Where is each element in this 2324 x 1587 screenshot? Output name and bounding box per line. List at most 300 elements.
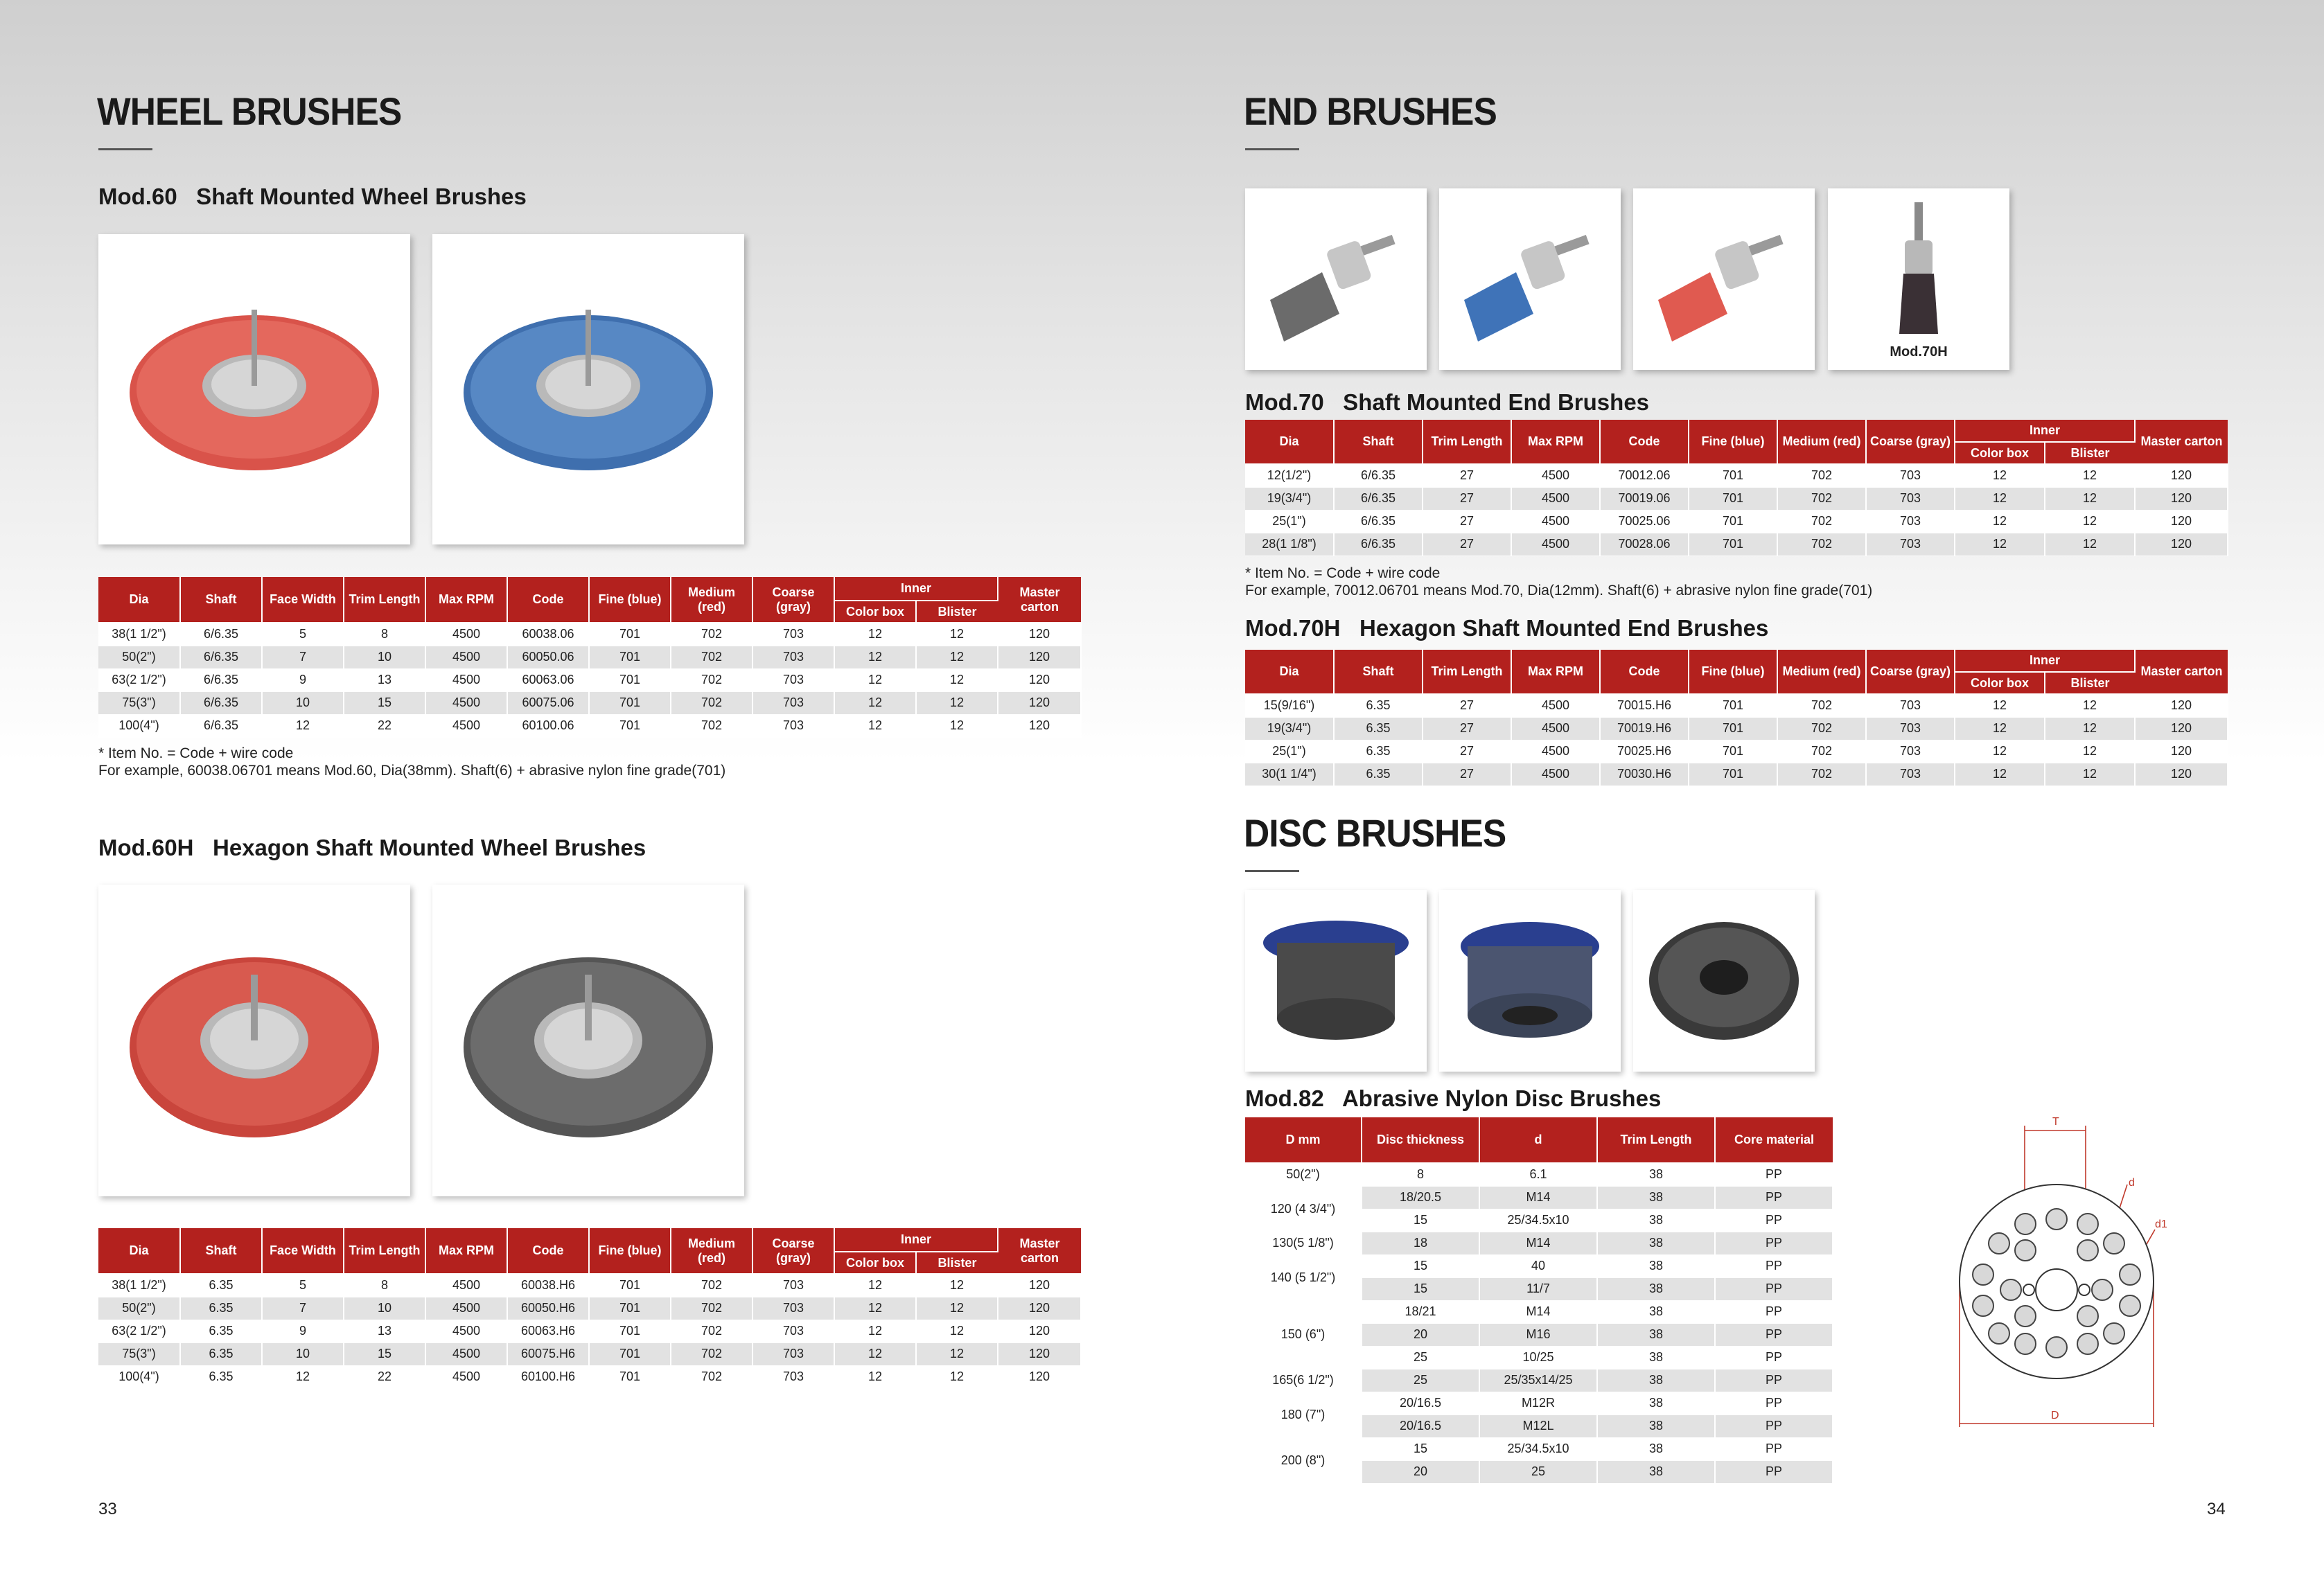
table-cell: 38(1 1/2"): [98, 1274, 180, 1297]
mod60-title: Mod.60 Shaft Mounted Wheel Brushes: [98, 184, 527, 209]
gray-hex-wheel-brush-photo: [432, 885, 744, 1196]
table-cell: M12L: [1479, 1415, 1597, 1437]
table-cell: 4500: [1511, 533, 1600, 556]
table-row: [98, 668, 1081, 691]
table-cell: 25(1"): [1245, 510, 1334, 533]
table-cell: 13: [344, 668, 425, 691]
page-number-left: 33: [98, 1500, 117, 1518]
table-cell: 120: [2135, 464, 2228, 487]
table-cell: 27: [1423, 487, 1511, 510]
table-cell: 702: [671, 691, 752, 714]
table-cell: 120: [998, 714, 1081, 737]
table-row: [1245, 487, 2228, 510]
table-cell-d-mm: 140 (5 1/2"): [1245, 1254, 1362, 1300]
table-cell: 7: [262, 1297, 344, 1320]
mod60h-table-body: [98, 1274, 1081, 1388]
table-cell: 12: [834, 623, 916, 646]
table-cell: 12: [916, 1297, 998, 1320]
table-cell: 703: [752, 1365, 834, 1388]
table-cell: 702: [1777, 487, 1866, 510]
table-cell: 38: [1597, 1186, 1715, 1209]
table-cell: 75(3"): [98, 691, 180, 714]
table-cell: 10: [344, 1297, 425, 1320]
disc-brush-photo-1: [1245, 890, 1427, 1072]
table-cell: 120: [998, 646, 1081, 668]
table-cell: 120: [998, 623, 1081, 646]
col-color-box: Color box: [834, 1252, 916, 1274]
table-cell: 120: [2135, 487, 2228, 510]
table-cell: M12R: [1479, 1392, 1597, 1415]
col-coarse: Coarse (gray): [752, 1228, 834, 1274]
table-cell: 12: [916, 1365, 998, 1388]
table-cell: 12: [1955, 533, 2045, 556]
table-row: [1245, 1437, 1833, 1460]
table-cell: 12(1/2"): [1245, 464, 1334, 487]
table-cell: 8: [344, 623, 425, 646]
table-cell: 100(4"): [98, 714, 180, 737]
col-coarse: Coarse (gray): [1866, 650, 1955, 694]
col-disc-thickness: Disc thickness: [1362, 1117, 1479, 1163]
table-cell: 12: [1955, 763, 2045, 786]
table-row: [98, 1342, 1081, 1365]
table-cell: 70012.06: [1600, 464, 1689, 487]
table-cell: 70015.H6: [1600, 694, 1689, 717]
table-row: [1245, 694, 2228, 717]
table-row: [1245, 1232, 1833, 1254]
table-cell: 703: [1866, 740, 1955, 763]
col-max-rpm: Max RPM: [425, 577, 507, 623]
table-cell: PP: [1715, 1254, 1833, 1277]
table-cell: 6.35: [180, 1297, 262, 1320]
col-shaft: Shaft: [180, 1228, 262, 1274]
table-cell: 702: [671, 1365, 752, 1388]
table-row: [1245, 1254, 1833, 1277]
table-cell: 28(1 1/8"): [1245, 533, 1334, 556]
table-cell: 6.35: [1334, 763, 1423, 786]
table-cell: 18: [1362, 1232, 1479, 1254]
table-cell: 60063.H6: [507, 1320, 589, 1342]
table-cell: 12: [834, 668, 916, 691]
table-cell: 20/16.5: [1362, 1415, 1479, 1437]
table-cell: 12: [916, 1342, 998, 1365]
table-cell: 703: [752, 623, 834, 646]
table-cell: 20/16.5: [1362, 1392, 1479, 1415]
table-cell: 12: [262, 1365, 344, 1388]
col-trim-length: Trim Length: [1597, 1117, 1715, 1163]
table-cell: 701: [1689, 763, 1777, 786]
col-code: Code: [507, 577, 589, 623]
wheel-brushes-title: WHEEL BRUSHES: [97, 89, 402, 133]
table-row: [1245, 763, 2228, 786]
col-color-box: Color box: [1955, 672, 2045, 694]
table-cell: 4500: [425, 1297, 507, 1320]
table-cell: 5: [262, 623, 344, 646]
table-cell-d-mm: 130(5 1/8"): [1245, 1232, 1362, 1254]
col-medium: Medium (red): [1777, 420, 1866, 464]
table-cell: 4500: [425, 1320, 507, 1342]
table-cell: 38: [1597, 1437, 1715, 1460]
table-cell: PP: [1715, 1209, 1833, 1232]
table-cell: 12: [1955, 464, 2045, 487]
table-cell: 703: [752, 1342, 834, 1365]
table-cell: 70019.06: [1600, 487, 1689, 510]
table-cell: 120: [2135, 533, 2228, 556]
table-cell: 8: [1362, 1163, 1479, 1186]
table-cell: 19(3/4"): [1245, 717, 1334, 740]
table-cell-d-mm: 200 (8"): [1245, 1437, 1362, 1483]
col-color-box: Color box: [834, 601, 916, 623]
table-cell: 9: [262, 668, 344, 691]
table-cell: 12: [834, 646, 916, 668]
table-cell: 38: [1597, 1460, 1715, 1483]
col-coarse: Coarse (gray): [752, 577, 834, 623]
col-blister: Blister: [916, 1252, 998, 1274]
table-cell: 12: [1955, 740, 2045, 763]
table-cell: PP: [1715, 1300, 1833, 1323]
table-cell: 6.35: [180, 1320, 262, 1342]
col-medium: Medium (red): [671, 1228, 752, 1274]
table-cell: 12: [2045, 510, 2135, 533]
table-cell: 12: [834, 1320, 916, 1342]
table-cell: 75(3"): [98, 1342, 180, 1365]
table-cell: 6/6.35: [1334, 510, 1423, 533]
end-brushes-title: END BRUSHES: [1244, 89, 1497, 133]
table-cell: 60038.H6: [507, 1274, 589, 1297]
table-cell: 6/6.35: [180, 691, 262, 714]
col-shaft: Shaft: [180, 577, 262, 623]
table-row: [1245, 1186, 1833, 1209]
table-cell: 30(1 1/4"): [1245, 763, 1334, 786]
table-cell: 4500: [1511, 717, 1600, 740]
table-cell: 15: [1362, 1437, 1479, 1460]
table-cell: 27: [1423, 763, 1511, 786]
table-cell: 38: [1597, 1392, 1715, 1415]
table-cell: M16: [1479, 1323, 1597, 1346]
col-trim-length: Trim Length: [344, 577, 425, 623]
table-cell: 25(1"): [1245, 740, 1334, 763]
table-cell: 4500: [1511, 763, 1600, 786]
table-cell: 6.35: [180, 1274, 262, 1297]
col-medium: Medium (red): [1777, 650, 1866, 694]
table-cell: 4500: [425, 1342, 507, 1365]
table-cell: 6.35: [1334, 740, 1423, 763]
col-dia: Dia: [98, 1228, 180, 1274]
col-fine: Fine (blue): [1689, 650, 1777, 694]
mod82-title: Mod.82 Abrasive Nylon Disc Brushes: [1245, 1085, 1662, 1111]
mod70h-end-brush-photo: [1828, 188, 2009, 370]
red-wheel-brush-photo: [98, 234, 410, 544]
table-cell: 12: [2045, 717, 2135, 740]
table-cell: 702: [671, 1274, 752, 1297]
diagram-label-d1: d1: [2155, 1218, 2167, 1230]
table-cell: PP: [1715, 1460, 1833, 1483]
table-cell: 25/35x14/25: [1479, 1369, 1597, 1392]
table-cell: 4500: [1511, 464, 1600, 487]
mod82-table-body: [1245, 1163, 1833, 1483]
mod60-note-1: * Item No. = Code + wire code: [98, 745, 294, 761]
table-cell: PP: [1715, 1186, 1833, 1209]
table-cell: 12: [834, 1342, 916, 1365]
table-cell: 38: [1597, 1369, 1715, 1392]
table-cell: 38: [1597, 1209, 1715, 1232]
table-cell: 120: [998, 1365, 1081, 1388]
mod60-table-body: [98, 623, 1081, 737]
col-fine: Fine (blue): [589, 577, 671, 623]
table-cell: 63(2 1/2"): [98, 668, 180, 691]
table-cell: 703: [1866, 533, 1955, 556]
table-cell: 6/6.35: [1334, 487, 1423, 510]
table-cell: 38: [1597, 1232, 1715, 1254]
table-cell: 702: [1777, 763, 1866, 786]
col-trim-length: Trim Length: [1423, 650, 1511, 694]
col-master-carton: Master carton: [2135, 650, 2228, 694]
col-core-material: Core material: [1715, 1117, 1833, 1163]
table-cell: 702: [671, 623, 752, 646]
table-cell: 120: [2135, 694, 2228, 717]
table-cell: PP: [1715, 1415, 1833, 1437]
table-cell: PP: [1715, 1346, 1833, 1369]
col-code: Code: [507, 1228, 589, 1274]
table-cell: 11/7: [1479, 1277, 1597, 1300]
table-cell: 25: [1479, 1460, 1597, 1483]
table-cell: 6/6.35: [180, 646, 262, 668]
mod60-note-2: For example, 60038.06701 means Mod.60, Dia(38mm). Shaft(6) + abrasive nylon fine grade(701): [98, 763, 726, 779]
col-inner: Inner: [834, 577, 998, 601]
table-cell: 12: [834, 691, 916, 714]
table-cell: 12: [2045, 763, 2135, 786]
table-cell: 38: [1597, 1323, 1715, 1346]
gray-end-brush-photo: [1245, 188, 1427, 370]
table-cell: 6.1: [1479, 1163, 1597, 1186]
col-blister: Blister: [2045, 672, 2135, 694]
table-cell: 27: [1423, 464, 1511, 487]
mod70h-table-body: [1245, 694, 2228, 786]
col-fine: Fine (blue): [1689, 420, 1777, 464]
table-cell: 50(2"): [98, 646, 180, 668]
table-row: [1245, 510, 2228, 533]
table-cell: 60063.06: [507, 668, 589, 691]
table-row: [1245, 1300, 1833, 1323]
table-row: [98, 691, 1081, 714]
mod82-spec-table: [1245, 1117, 1833, 1484]
table-cell: 702: [1777, 464, 1866, 487]
table-cell: 70030.H6: [1600, 763, 1689, 786]
table-cell: 60050.H6: [507, 1297, 589, 1320]
table-cell: 4500: [425, 691, 507, 714]
table-cell: 15: [1362, 1254, 1479, 1277]
table-cell: 703: [1866, 717, 1955, 740]
table-cell: 10: [262, 1342, 344, 1365]
table-cell: 12: [2045, 464, 2135, 487]
disc-brush-photo-3: [1633, 890, 1815, 1072]
table-cell: 60100.H6: [507, 1365, 589, 1388]
table-cell: 701: [589, 1365, 671, 1388]
table-cell: 60075.H6: [507, 1342, 589, 1365]
table-cell: 701: [1689, 510, 1777, 533]
table-cell: 701: [589, 714, 671, 737]
table-cell: 15: [1362, 1209, 1479, 1232]
table-cell: 701: [589, 1297, 671, 1320]
table-cell: 120: [998, 691, 1081, 714]
mod60h-title: Mod.60H Hexagon Shaft Mounted Wheel Brushes: [98, 835, 646, 860]
table-cell: 12: [2045, 533, 2135, 556]
table-cell: 701: [589, 1342, 671, 1365]
table-cell: 4500: [425, 714, 507, 737]
table-cell: 70025.06: [1600, 510, 1689, 533]
table-cell: 701: [1689, 717, 1777, 740]
table-cell: 703: [752, 1297, 834, 1320]
table-cell: 5: [262, 1274, 344, 1297]
table-cell: 12: [2045, 694, 2135, 717]
table-cell: 12: [916, 623, 998, 646]
table-cell: 120: [2135, 717, 2228, 740]
disc-brush-photo-2: [1439, 890, 1621, 1072]
red-end-brush-photo: [1633, 188, 1815, 370]
col-medium: Medium (red): [671, 577, 752, 623]
diagram-label-d: d: [2129, 1177, 2135, 1189]
table-cell: 27: [1423, 694, 1511, 717]
table-cell: 50(2"): [98, 1297, 180, 1320]
col-code: Code: [1600, 420, 1689, 464]
table-cell: 12: [916, 1274, 998, 1297]
table-cell: 12: [834, 1297, 916, 1320]
table-cell: 10: [262, 691, 344, 714]
table-cell: 25/34.5x10: [1479, 1437, 1597, 1460]
table-cell: 8: [344, 1274, 425, 1297]
table-cell: 4500: [1511, 510, 1600, 533]
table-cell: 12: [916, 714, 998, 737]
col-blister: Blister: [916, 601, 998, 623]
table-cell: 703: [752, 1320, 834, 1342]
table-cell: 22: [344, 714, 425, 737]
table-cell: 12: [1955, 510, 2045, 533]
col-face-width: Face Width: [262, 1228, 344, 1274]
table-cell: 703: [752, 714, 834, 737]
table-cell: 702: [1777, 694, 1866, 717]
col-shaft: Shaft: [1334, 420, 1423, 464]
table-cell: 15: [344, 1342, 425, 1365]
table-cell: 15: [344, 691, 425, 714]
table-cell: 60100.06: [507, 714, 589, 737]
table-cell: 10: [344, 646, 425, 668]
table-cell: PP: [1715, 1323, 1833, 1346]
table-cell: 702: [671, 1297, 752, 1320]
table-cell: 4500: [425, 1274, 507, 1297]
table-cell: 120: [2135, 510, 2228, 533]
title-rule: [1245, 870, 1299, 872]
table-cell: 702: [1777, 510, 1866, 533]
col-blister: Blister: [2045, 442, 2135, 464]
table-cell: 25: [1362, 1369, 1479, 1392]
table-cell-d-mm: 180 (7"): [1245, 1392, 1362, 1437]
mod60h-spec-table: [98, 1228, 1082, 1389]
col-coarse: Coarse (gray): [1866, 420, 1955, 464]
col-inner: Inner: [1955, 420, 2135, 442]
table-cell: 702: [1777, 740, 1866, 763]
table-cell: 6/6.35: [180, 714, 262, 737]
table-cell-d-mm: 165(6 1/2"): [1245, 1369, 1362, 1392]
table-cell: 6.35: [180, 1365, 262, 1388]
table-cell: PP: [1715, 1437, 1833, 1460]
table-cell: 27: [1423, 533, 1511, 556]
table-row: [98, 623, 1081, 646]
table-cell: 6.35: [1334, 717, 1423, 740]
col-dia: Dia: [98, 577, 180, 623]
table-row: [98, 1320, 1081, 1342]
table-cell: 12: [1955, 487, 2045, 510]
table-cell: 27: [1423, 510, 1511, 533]
table-cell: 703: [1866, 487, 1955, 510]
col-master-carton: Master carton: [998, 577, 1081, 623]
table-cell: 70019.H6: [1600, 717, 1689, 740]
col-face-width: Face Width: [262, 577, 344, 623]
table-cell-d-mm: 50(2"): [1245, 1163, 1362, 1186]
table-cell: 120: [998, 1297, 1081, 1320]
title-rule: [98, 148, 152, 150]
table-cell: 100(4"): [98, 1365, 180, 1388]
col-inner: Inner: [1955, 650, 2135, 672]
table-cell: 701: [1689, 533, 1777, 556]
table-cell: 4500: [425, 623, 507, 646]
mod70h-title: Mod.70H Hexagon Shaft Mounted End Brushes: [1245, 615, 1769, 641]
table-row: [1245, 533, 2228, 556]
table-row: [1245, 464, 2228, 487]
disc-brushes-title: DISC BRUSHES: [1244, 811, 1506, 855]
table-cell: 703: [752, 691, 834, 714]
col-master-carton: Master carton: [2135, 420, 2228, 464]
col-fine: Fine (blue): [589, 1228, 671, 1274]
col-inner: Inner: [834, 1228, 998, 1252]
table-cell: 703: [1866, 464, 1955, 487]
table-cell: PP: [1715, 1392, 1833, 1415]
col-dia: Dia: [1245, 650, 1334, 694]
table-cell: 25/34.5x10: [1479, 1209, 1597, 1232]
table-cell: 703: [1866, 694, 1955, 717]
table-cell: 702: [671, 646, 752, 668]
table-cell: 120: [998, 1342, 1081, 1365]
table-cell: 60050.06: [507, 646, 589, 668]
table-cell: 12: [834, 1365, 916, 1388]
table-cell: 20: [1362, 1323, 1479, 1346]
table-cell: 40: [1479, 1254, 1597, 1277]
title-rule: [1245, 148, 1299, 150]
table-cell: 60038.06: [507, 623, 589, 646]
table-cell: 63(2 1/2"): [98, 1320, 180, 1342]
table-cell: PP: [1715, 1232, 1833, 1254]
table-cell: 13: [344, 1320, 425, 1342]
table-cell: PP: [1715, 1277, 1833, 1300]
table-cell: 6/6.35: [180, 668, 262, 691]
table-cell: 701: [589, 623, 671, 646]
col-d: d: [1479, 1117, 1597, 1163]
table-cell: 120: [998, 668, 1081, 691]
table-row: [98, 1274, 1081, 1297]
blue-end-brush-photo: [1439, 188, 1621, 370]
col-max-rpm: Max RPM: [1511, 650, 1600, 694]
table-cell: M14: [1479, 1186, 1597, 1209]
mod70-note-2: For example, 70012.06701 means Mod.70, Dia(12mm). Shaft(6) + abrasive nylon fine grade(701): [1245, 583, 1873, 599]
disc-brush-diagram: [1947, 1108, 2176, 1434]
table-cell: 6.35: [1334, 694, 1423, 717]
col-max-rpm: Max RPM: [425, 1228, 507, 1274]
table-row: [98, 1297, 1081, 1320]
table-cell: 12: [916, 646, 998, 668]
table-cell: 6/6.35: [180, 623, 262, 646]
table-cell: 15(9/16"): [1245, 694, 1334, 717]
diagram-label-big-d: D: [2051, 1410, 2059, 1421]
table-cell: 701: [1689, 464, 1777, 487]
table-cell: 6.35: [180, 1342, 262, 1365]
